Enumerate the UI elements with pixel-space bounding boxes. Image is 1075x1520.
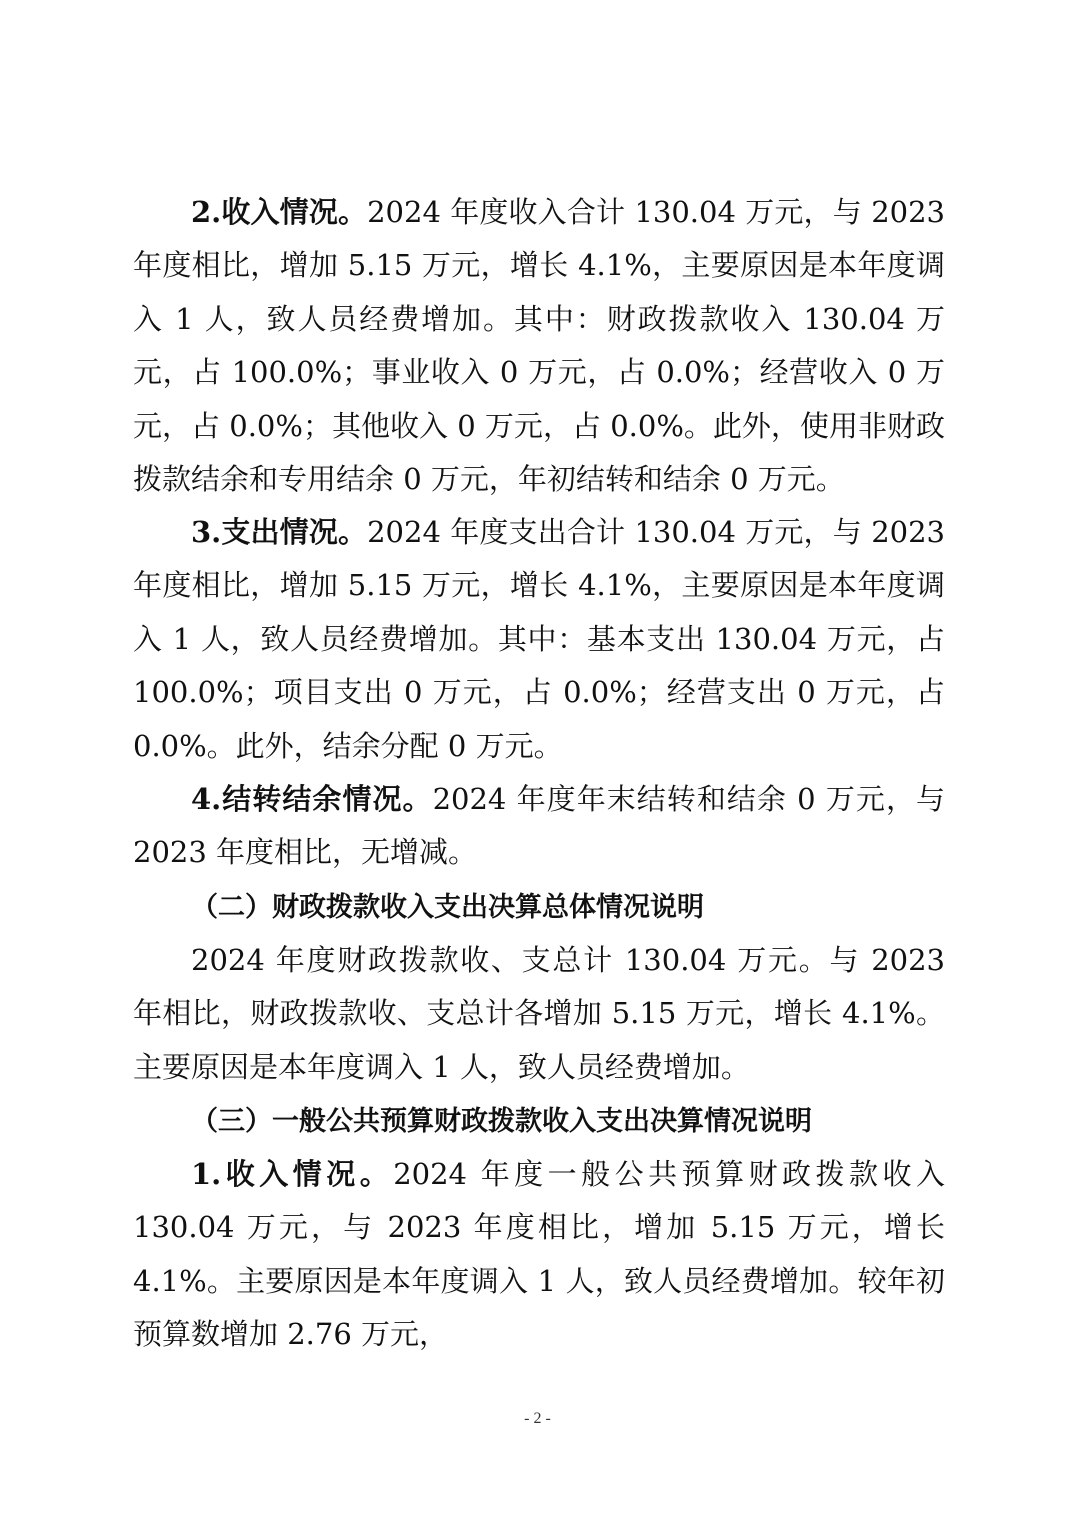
page-number: - 2 - xyxy=(524,1410,551,1427)
paragraph-fiscal-overview xyxy=(133,934,945,1094)
paragraph-carryover xyxy=(133,773,945,880)
paragraph-lead: 2.收入情况。 xyxy=(191,195,368,229)
paragraph-lead: 3.支出情况。 xyxy=(191,515,368,549)
paragraph-public-budget-income xyxy=(133,1148,945,1362)
paragraph-text: 2024 年度支出合计 130.04 万元，与 2023 年度相比，增加 5.15 万元，增长 4.1%，主要原因是本年度调入 1 人，致人员经费增加。其中：基本支出 130.04 万元，占 100.0%；项目支出 0 万元，占 0.0%；经营支出 0 万元，占 0.0%。此外，结余分配 0 万元。 xyxy=(133,515,945,763)
paragraph-text: 2024 年度年末结转和结余 0 万元，与 2023 年度相比，无增减。 xyxy=(133,782,945,870)
paragraph-text: 2024 年度财政拨款收、支总计 130.04 万元。与 2023 年相比，财政拨款收、支总计各增加 5.15 万元，增长 4.1%。主要原因是本年度调入 1 人，致人员经费增加。 xyxy=(133,943,945,1084)
section-heading-fiscal-overview: （二）财政拨款收入支出决算总体情况说明 xyxy=(191,892,704,923)
paragraph-expenditure xyxy=(133,506,945,773)
paragraph-lead: 1.收入情况。 xyxy=(191,1157,394,1191)
paragraph-lead: 4.结转结余情况。 xyxy=(191,782,433,816)
section-heading-public-budget: （三）一般公共预算财政拨款收入支出决算情况说明 xyxy=(191,1106,812,1137)
paragraph-text: 2024 年度一般公共预算财政拨款收入 130.04 万元，与 2023 年度相比，增加 5.15 万元，增长 4.1%。主要原因是本年度调入 1 人，致人员经费增加。较年初预算数增加 2.76 万元， xyxy=(133,1157,945,1352)
paragraph-income xyxy=(133,186,945,506)
paragraph-text: 2024 年度收入合计 130.04 万元，与 2023 年度相比，增加 5.15 万元，增长 4.1%，主要原因是本年度调入 1 人，致人员经费增加。其中：财政拨款收入 130.04 万元，占 100.0%；事业收入 0 万元，占 0.0%；经营收入 0 万元，占 0.0%；其他收入 0 万元，占 0.0%。此外，使用非财政拨款结余和专用结余 0 万元，年初结转和结余 0 万元。 xyxy=(133,195,945,497)
